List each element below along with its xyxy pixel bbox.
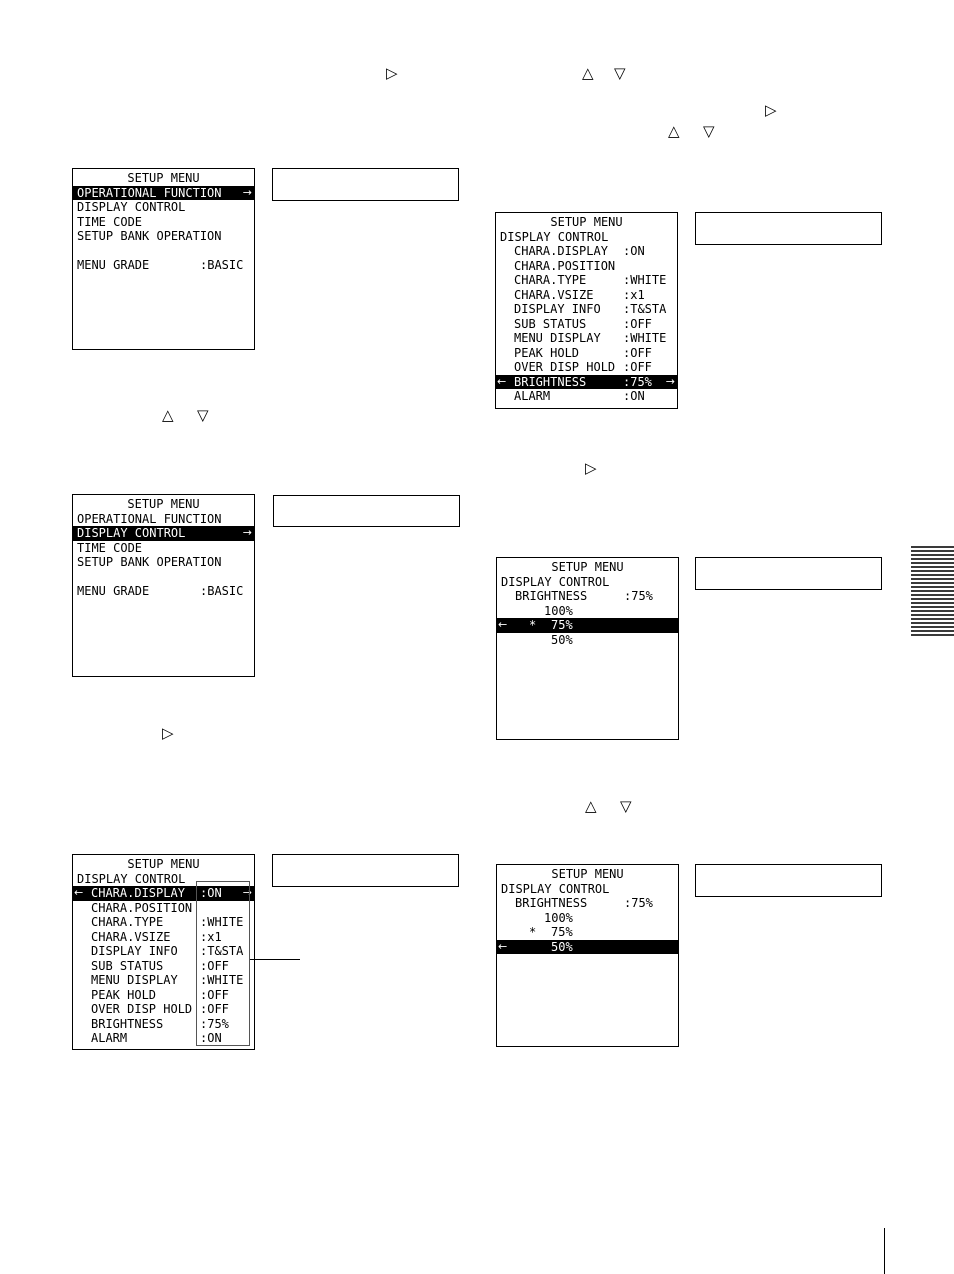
menu-item-display-control: DISPLAY CONTROL [77,200,186,214]
item-peak-hold: PEAK HOLD :OFF [514,345,652,360]
right-arrow-icon: ▷ [162,724,174,742]
item-chara-type: CHARA.TYPE :WHITE [91,915,244,929]
section-tab-marker [911,546,954,638]
value-column-highlight [196,881,250,1046]
submenu-title: DISPLAY CONTROL [501,574,610,589]
item-menu-display: MENU DISPLAY :WHITE [514,331,667,345]
item-chara-position: CHARA.POSITION [91,900,193,915]
callout-box [695,864,882,897]
menu-title: SETUP MENU [551,560,624,574]
item-over-disp-hold: OVER DISP HOLD :OFF [91,1002,229,1016]
right-arrow-icon: ▷ [386,64,398,82]
callout-box [272,168,459,201]
submenu-title: DISPLAY CONTROL [77,871,186,886]
item-sub-status: SUB STATUS :OFF [91,958,229,973]
menu-grade-label: MENU GRADE [77,258,150,272]
brightness-row: BRIGHTNESS :75% [515,896,653,910]
right-arrow-icon: ▷ [585,459,597,477]
item-chara-vsize: CHARA.VSIZE :x1 [514,287,645,302]
down-arrow-icon: ▽ [620,797,632,815]
item-menu-display: MENU DISPLAY :WHITE [91,973,244,987]
callout-box [273,495,460,527]
callout-box [695,212,882,245]
callout-box [272,854,459,887]
left-arrow-icon: ← [497,374,507,388]
submenu-title: DISPLAY CONTROL [500,229,609,244]
right-arrow-icon: → [665,374,675,388]
down-arrow-icon: ▽ [197,406,209,424]
left-arrow-icon: ← [498,939,508,953]
menu-item-setup-bank-operation: SETUP BANK OPERATION [77,229,222,243]
brightness-screen-1 [496,557,679,740]
item-display-info: DISPLAY INFO :T&STA [514,302,667,316]
menu-grade-value: :BASIC [200,584,244,598]
item-alarm: ALARM :ON [91,1031,222,1045]
brightness-option-100: 100% [544,603,573,618]
menu-item-operational-function: OPERATIONAL FUNCTION [77,511,222,526]
current-marker: * [529,618,537,632]
display-control-screen-2 [495,212,678,409]
menu-grade-row [73,258,254,273]
item-display-info: DISPLAY INFO :T&STA [91,944,244,958]
right-arrow-icon: ▷ [765,101,777,119]
item-chara-type: CHARA.TYPE :WHITE [514,273,667,287]
menu-item-setup-bank-operation: SETUP BANK OPERATION [77,555,222,569]
item-chara-display: ← CHARA.DISPLAY :ON → [74,886,252,900]
item-brightness: BRIGHTNESS :75% [91,1016,229,1031]
down-arrow-icon: ▽ [703,122,715,140]
item-chara-display: CHARA.DISPLAY :ON [514,244,645,258]
item-brightness: ← BRIGHTNESS :75% → [497,374,675,389]
menu-grade-value: :BASIC [200,258,244,272]
brightness-option-100: 100% [544,910,573,925]
brightness-row: BRIGHTNESS :75% [515,589,653,603]
menu-item-time-code: TIME CODE [77,214,143,229]
up-arrow-icon: △ [668,122,680,140]
page-edge-rule [884,1228,885,1274]
down-arrow-icon: ▽ [614,64,626,82]
item-peak-hold: PEAK HOLD :OFF [91,987,229,1002]
menu-title: SETUP MENU [127,857,200,871]
item-chara-vsize: CHARA.VSIZE :x1 [91,929,222,944]
menu-title: SETUP MENU [127,171,200,185]
menu-item-display-control: DISPLAY CONTROL → [73,526,254,541]
menu-grade-label: MENU GRADE [77,584,150,598]
brightness-option-50: 50% [551,632,573,647]
menu-grade-row [73,584,254,599]
menu-item-operational-function: OPERATIONAL FUNCTION → [73,186,254,201]
menu-item-time-code: TIME CODE [77,540,143,555]
menu-title: SETUP MENU [550,215,623,229]
brightness-option-75: ← * 75% [497,618,678,633]
left-arrow-icon: ← [498,618,508,631]
brightness-screen-2 [496,864,679,1047]
item-sub-status: SUB STATUS :OFF [514,316,652,331]
callout-leader-line [250,959,300,960]
menu-title: SETUP MENU [127,497,200,511]
callout-box [695,557,882,590]
left-arrow-icon: ← [74,886,84,899]
brightness-option-75: * 75% [529,925,573,939]
item-over-disp-hold: OVER DISP HOLD :OFF [514,360,652,374]
current-marker: * [529,925,537,939]
menu-title: SETUP MENU [551,867,624,881]
up-arrow-icon: △ [162,406,174,424]
item-chara-position: CHARA.POSITION [514,258,616,273]
setup-menu-screen-1 [72,168,255,350]
up-arrow-icon: △ [582,64,594,82]
brightness-option-50: ← 50% [497,940,678,955]
right-arrow-icon: → [242,526,252,539]
setup-menu-screen-2 [72,494,255,677]
up-arrow-icon: △ [585,797,597,815]
right-arrow-icon: → [242,185,252,199]
right-arrow-icon: → [242,886,252,899]
item-alarm: ALARM :ON [514,389,645,403]
submenu-title: DISPLAY CONTROL [501,881,610,896]
